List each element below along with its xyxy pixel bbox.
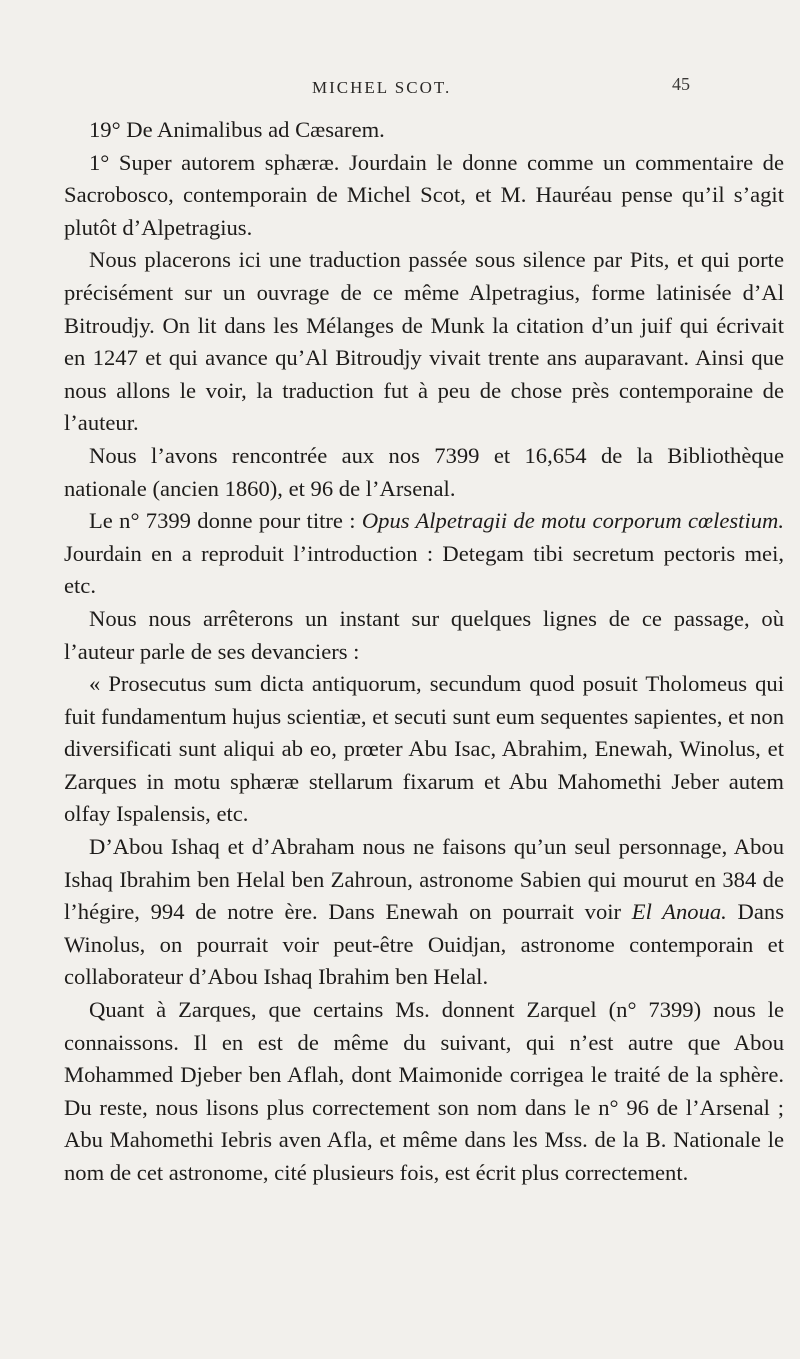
paragraph-text: 19° De Animalibus ad Cæsarem. <box>89 117 385 142</box>
paragraph-item-19 <box>64 114 784 147</box>
paragraph-title <box>64 505 784 603</box>
paragraph-item-1 <box>64 147 784 245</box>
paragraph-passage-intro <box>64 603 784 668</box>
name-italic: El Anoua. <box>631 899 727 925</box>
page-number: 45 <box>672 74 690 94</box>
paragraph-text: Le n° 7399 donne pour titre : <box>89 508 362 534</box>
page-header <box>0 74 800 104</box>
paragraph-text: Dans Winolus, on pourrait voir peut-être Ouidjan, astronome contemporain et collaborateur d’Abou Ishaq Ibrahim ben Helal. <box>64 899 784 990</box>
running-title: MICHEL SCOT. <box>312 78 452 97</box>
paragraph-text: 1° Super autorem sphæræ. Jourdain le donne comme un commentaire de Sacrobosco, contemporain de Michel Scot, et M. Hauréau pense qu’il s’agit plutôt d’Alpetragius. <box>64 149 784 240</box>
paragraph-text: Nous l’avons rencontrée aux nos 7399 et 16,654 de la Bibliothèque nationale (ancien 1860), et 96 de l’Arsenal. <box>64 442 784 501</box>
paragraph-text: D’Abou Ishaq et d’Abraham nous ne faisons qu’un seul personnage, Abou Ishaq Ibrahim ben Helal ben Zahroun, astronome Sabien qui mourut en 384 de l’hégire, 994 de notre ère. Dans Enewah on pourrait voir <box>64 834 784 925</box>
paragraph-manuscripts <box>64 440 784 505</box>
body-text <box>64 114 784 1190</box>
paragraph-text: « Prosecutus sum dicta antiquorum, secundum quod posuit Tholomeus qui fuit fundamentum hujus scientiæ, et secuti sunt eum sequentes sapientes, et non diversificati sunt aliqui ab eo, prœter Abu Isac, Abrahim, Enewah, Winolus, et Zarques in motu sphæræ stellarum fixarum et Abu Mahomethi Jeber autem olfay Ispalensis, etc. <box>64 671 784 827</box>
paragraph-abou-ishaq <box>64 831 784 994</box>
paragraph-text: Jourdain en a reproduit l’introduction : Detegam tibi secretum pectoris mei, etc. <box>64 540 784 599</box>
paragraph-text: Quant à Zarques, que certains Ms. donnent Zarquel (n° 7399) nous le connaissons. Il en est de même du suivant, qui n’est autre que Abou Mohammed Djeber ben Aflah, dont Maimonide corrigea le traité de la sphère. Du reste, nous lisons plus correctement son nom dans le n° 96 de l’Arsenal ; Abu Mahomethi Iebris aven Afla, et même dans les Mss. de la B. Nationale le nom de cet astronome, cité plusieurs fois, est écrit plus correctement. <box>64 997 784 1185</box>
work-title: Opus Alpetragii de motu corporum cœlestium. <box>361 508 784 534</box>
paragraph-alpetragius <box>64 244 784 440</box>
paragraph-latin-quote <box>64 668 784 831</box>
paragraph-zarques <box>64 994 784 1190</box>
paragraph-text: Nous nous arrêterons un instant sur quelques lignes de ce passage, où l’auteur parle de ses devanciers : <box>64 605 784 664</box>
paragraph-text: Nous placerons ici une traduction passée sous silence par Pits, et qui porte précisément sur un ouvrage de ce même Alpetragius, forme latinisée d’Al Bitroudjy. On lit dans les Mélanges de Munk la citation d’un juif qui écrivait en 1247 et qui avance qu’Al Bitroudjy vivait trente ans auparavant. Ainsi que nous allons le voir, la traduction fut à peu de chose près contemporaine de l’auteur. <box>64 247 784 436</box>
